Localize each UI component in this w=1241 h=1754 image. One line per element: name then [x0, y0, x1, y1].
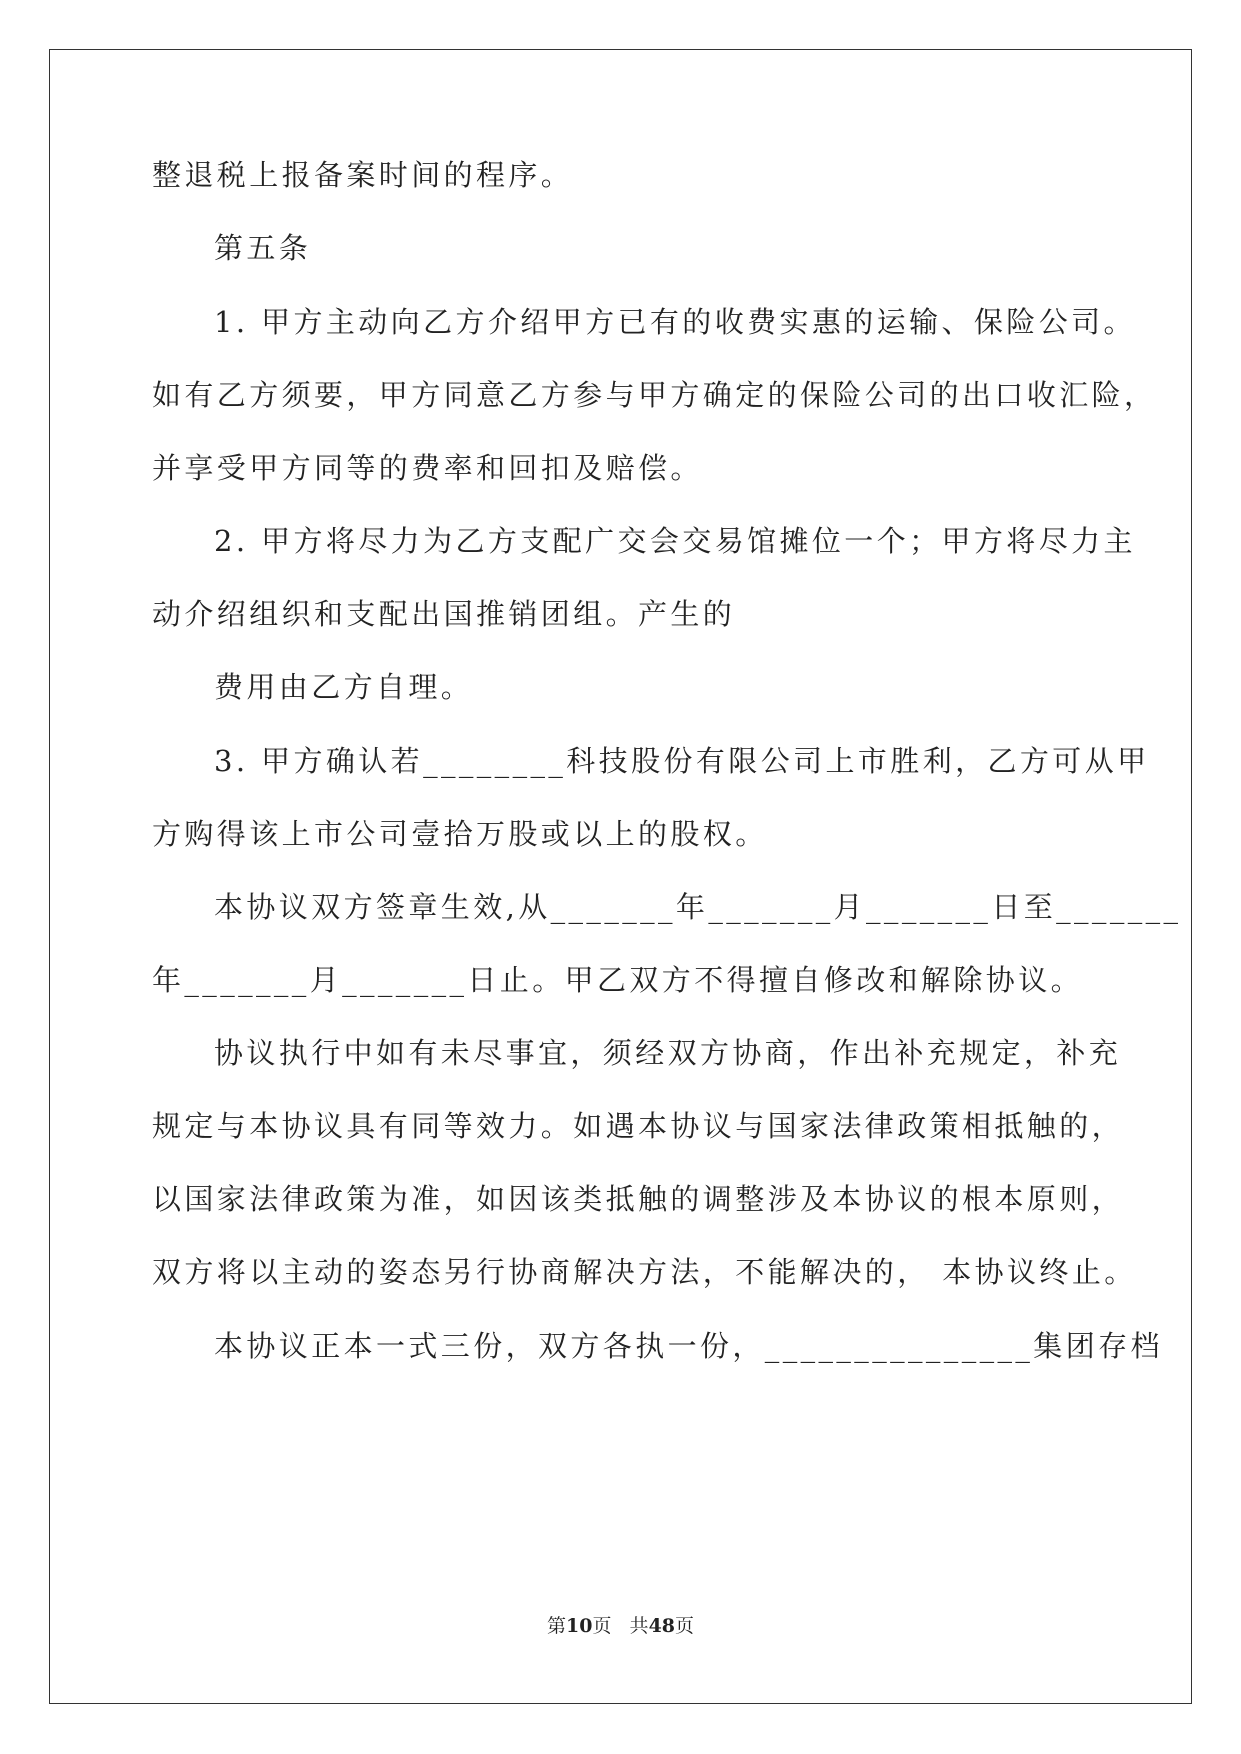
article-heading: 第五条 — [214, 231, 312, 265]
clause-1-line: 1. 甲方主动向乙方介绍甲方已有的收费实惠的运输、保险公司。 — [214, 305, 1136, 339]
clause-3-line: 方购得该上市公司壹拾万股或以上的股权。 — [152, 817, 768, 851]
supplement-line: 双方将以主动的姿态另行协商解决方法，不能解决的， 本协议终止。 — [152, 1255, 1137, 1289]
clause-2-line: 动介绍组织和支配出国推销团组。产生的 — [152, 597, 736, 631]
page-frame — [49, 49, 1192, 1704]
total-pages-number: 48 — [648, 1615, 676, 1637]
footer-prefix: 第 — [546, 1615, 566, 1637]
copies-line: 本协议正本一式三份，双方各执一份，_______________集团存档 — [214, 1329, 1163, 1363]
clause-3-line: 3. 甲方确认若________科技股份有限公司上市胜利，乙方可从甲 — [214, 744, 1150, 778]
body-line: 整退税上报备案时间的程序。 — [152, 158, 574, 192]
page-number-footer — [0, 1614, 1241, 1638]
supplement-line: 协议执行中如有未尽事宜，须经双方协商，作出补充规定，补充 — [214, 1036, 1122, 1070]
supplement-line: 规定与本协议具有同等效力。如遇本协议与国家法律政策相抵触的， — [152, 1109, 1125, 1143]
supplement-line: 以国家法律政策为准，如因该类抵触的调整涉及本协议的根本原则， — [152, 1182, 1125, 1216]
footer-middle: 页 共 — [592, 1615, 649, 1637]
current-page-number: 10 — [565, 1615, 593, 1637]
clause-2-line: 2. 甲方将尽力为乙方支配广交会交易馆摊位一个；甲方将尽力主 — [214, 524, 1136, 558]
clause-1-line: 如有乙方须要，甲方同意乙方参与甲方确定的保险公司的出口收汇险， — [152, 378, 1157, 412]
validity-line: 本协议双方签章生效,从_______年_______月_______日至_______ — [214, 890, 1182, 924]
footer-suffix: 页 — [675, 1615, 695, 1637]
validity-line: 年_______月_______日止。甲乙双方不得擅自修改和解除协议。 — [152, 963, 1084, 997]
clause-1-line: 并享受甲方同等的费率和回扣及赔偿。 — [152, 451, 703, 485]
clause-2-line: 费用由乙方自理。 — [214, 670, 474, 704]
